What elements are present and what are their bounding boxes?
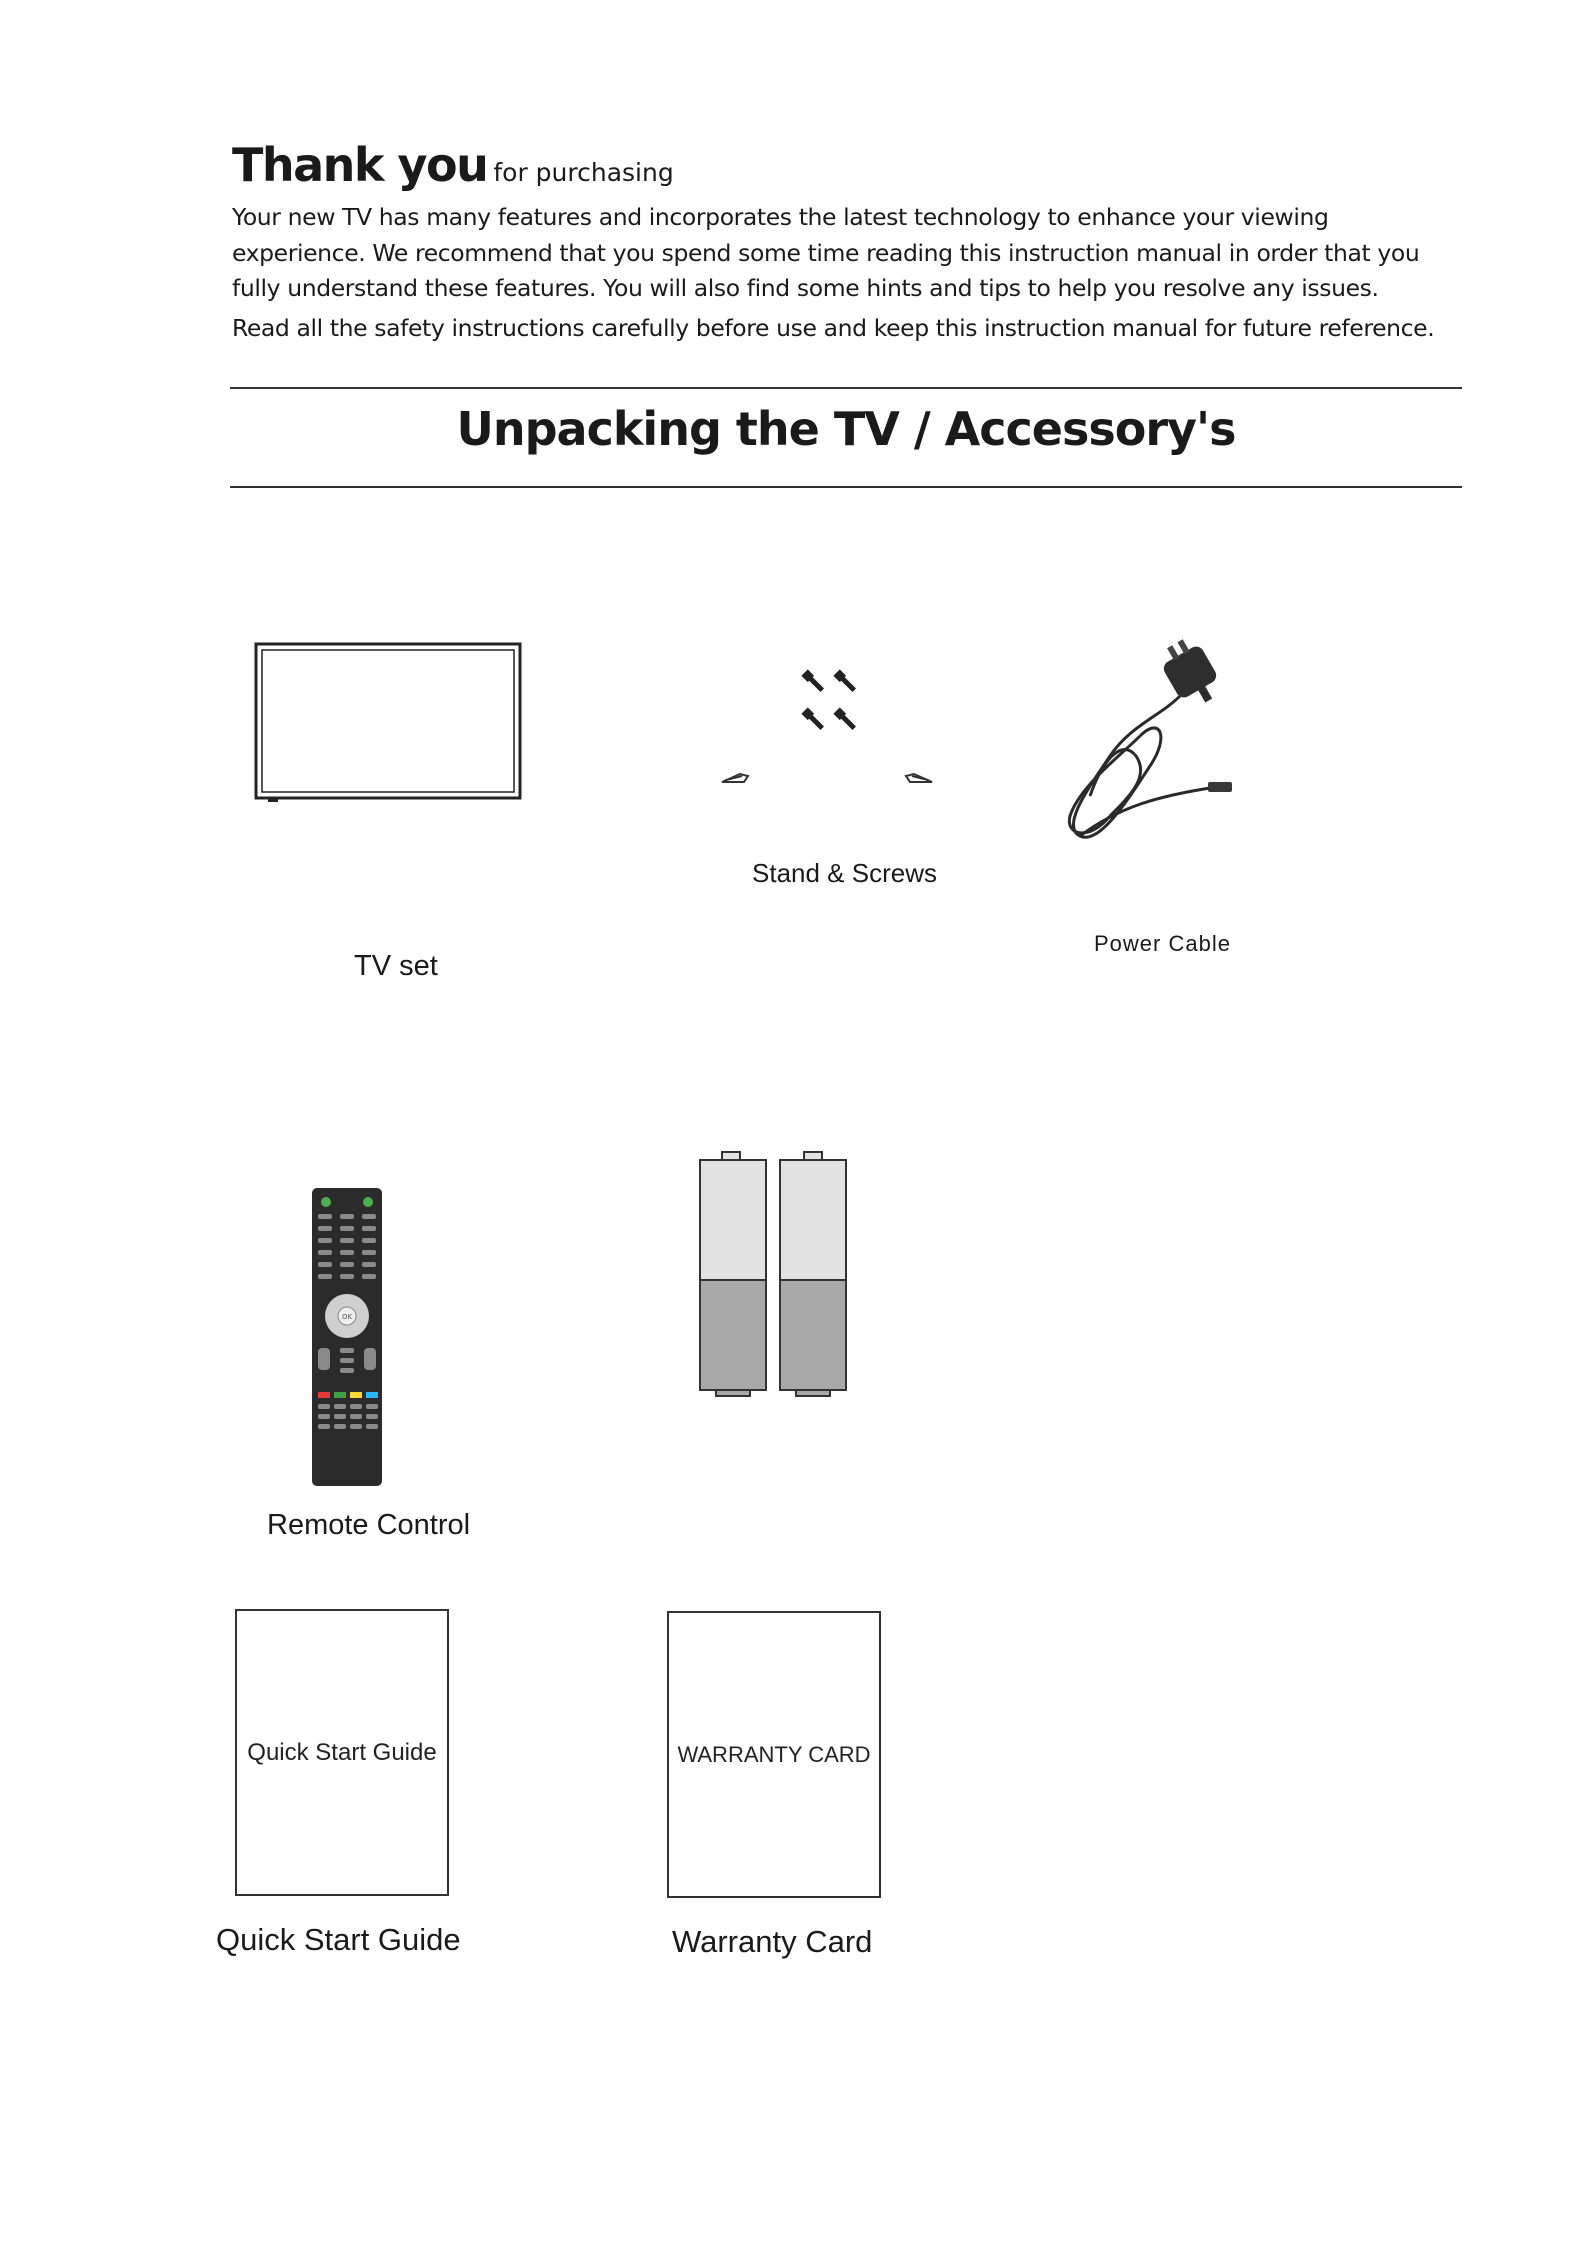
quick-start-guide-cover-text: Quick Start Guide [247, 1738, 437, 1766]
thank-you-heading [232, 138, 674, 192]
quick-start-guide-caption: Quick Start Guide [216, 1922, 461, 1957]
intro-text [232, 200, 1462, 346]
tv-set-icon [252, 640, 530, 808]
top-divider [230, 387, 1462, 389]
thank-you-rest: for purchasing [493, 158, 674, 187]
quick-start-guide-booklet [235, 1609, 449, 1896]
section-title: Unpacking the TV / Accessory's [456, 402, 1236, 456]
warranty-card-caption: Warranty Card [672, 1924, 873, 1959]
intro-line-3: fully understand these features. You will also find some hints and tips to help you resolve any issues. [232, 274, 1379, 302]
warranty-card-cover-text: WARRANTY CARD [677, 1741, 871, 1767]
remote-control-icon [310, 1186, 384, 1488]
thank-you-bold: Thank you [232, 138, 488, 192]
tv-set-caption: TV set [354, 950, 438, 982]
power-cable-icon [1040, 636, 1240, 856]
intro-safety-line: Read all the safety instructions carefully before use and keep this instruction manual for future reference. [232, 313, 1435, 342]
stand-screws-icon [712, 664, 942, 794]
power-cable-caption: Power Cable [1094, 931, 1231, 956]
remote-control-caption: Remote Control [267, 1509, 471, 1541]
bottom-divider [230, 486, 1462, 488]
remote-ok-label: OK [341, 1313, 353, 1321]
batteries-icon [692, 1150, 854, 1406]
intro-line-2: experience. We recommend that you spend some time reading this instruction manual in order that you [232, 238, 1420, 267]
warranty-card-booklet [667, 1611, 881, 1898]
stand-screws-caption: Stand & Screws [752, 858, 937, 888]
intro-line-1: Your new TV has many features and incorporates the latest technology to enhance your viewing [232, 203, 1329, 231]
